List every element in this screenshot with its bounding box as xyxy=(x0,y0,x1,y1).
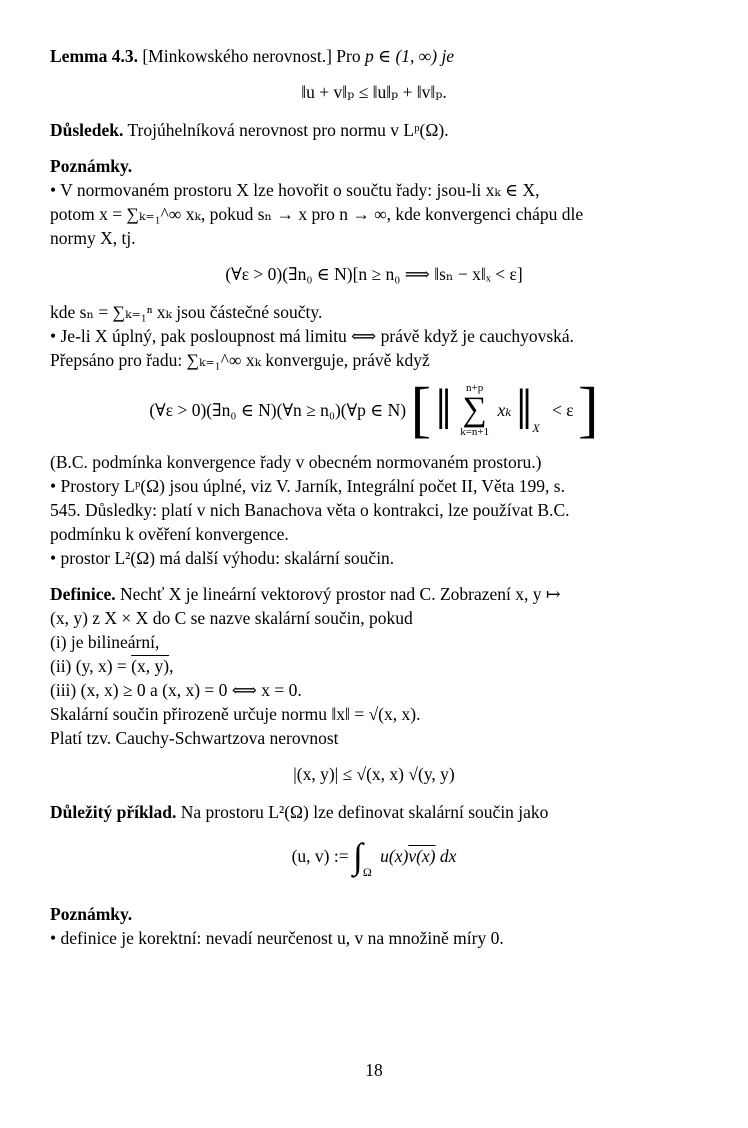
left-norm-bars: ‖ xyxy=(435,377,452,442)
integral-sub: Ω xyxy=(362,865,372,880)
right-bracket: ] xyxy=(578,376,599,444)
bc-formula xyxy=(50,376,698,444)
integral-sign: ∫ xyxy=(352,836,363,877)
poznamky-item2-line2: Přepsáno pro řadu: ∑ₖ₌₁^∞ xₖ konverguje, právě když xyxy=(50,350,430,370)
poznamky-item2-line1: • Je-li X úplný, pak posloupnost má limitu ⟺ právě když je cauchyovská. xyxy=(50,326,575,346)
lemma-line xyxy=(50,44,698,68)
poznamky-item2-after: (B.C. podmínka konvergence řady v obecném normovaném prostoru.) xyxy=(50,452,542,473)
bc-formula-left: (∀ε > 0)(∃n₀ ∈ N)(∀n ≥ n₀)(∀p ∈ N) xyxy=(149,400,407,420)
dusledek-text: Trojúhelníková nerovnost pro normu v Lᵖ(Ω). xyxy=(127,120,449,140)
poznamky-item3-line2: 545. Důsledky: platí v nich Banachova věta o kontrakci, lze používat B.C. xyxy=(50,500,570,521)
dusledek-heading: Důsledek. xyxy=(50,120,124,140)
definice-cs-intro: Platí tzv. Cauchy-Schwartzova nerovnost xyxy=(50,728,339,749)
definice-text1: Nechť X je lineární vektorový prostor nad C. Zobrazení x, y ↦ xyxy=(119,584,561,605)
sum-top: n+p xyxy=(466,382,484,394)
definice-ii-pre: (ii) (y, x) = xyxy=(50,656,127,677)
definice-ii-post: , xyxy=(169,656,174,677)
right-norm-bars: ‖ xyxy=(516,377,533,442)
poznamky-item1-after: kde sₙ = ∑ₖ₌₁ⁿ xₖ jsou částečné součty. xyxy=(50,302,323,322)
poznamky-item3-line1: • Prostory Lᵖ(Ω) jsou úplné, viz V. Jarník, Integrální počet II, Věta 199, s. xyxy=(50,476,565,497)
lemma-text: Pro xyxy=(336,46,361,66)
formula-left: (u, v) := xyxy=(291,846,349,867)
definice-ii xyxy=(50,654,698,678)
formula-dx: dx xyxy=(439,846,457,867)
dusledek-line xyxy=(50,118,698,142)
sum-term: xₖ xyxy=(497,400,512,420)
sum-bottom: k=n+1 xyxy=(460,426,490,438)
poznamky2-heading: Poznámky. xyxy=(50,904,133,925)
left-bracket: [ xyxy=(410,376,432,444)
lemma-formula: ‖u + v‖ₚ ≤ ‖u‖ₚ + ‖v‖ₚ. xyxy=(301,82,447,102)
priklad-heading: Důležitý příklad. xyxy=(50,802,177,823)
definice-ii-conj: (x, y) xyxy=(131,656,170,677)
cauchy-formula: (∀ε > 0)(∃n₀ ∈ N)[n ≥ n₀ ⟹ ‖sₙ − x‖ₓ < ε] xyxy=(225,264,523,284)
definice-i: (i) je bilineární, xyxy=(50,632,160,653)
lemma-cond: p ∈ (1, ∞) je xyxy=(364,46,455,66)
priklad-text: Na prostoru L²(Ω) lze definovat skalární součin jako xyxy=(180,802,549,823)
poznamky-heading: Poznámky. xyxy=(50,156,133,176)
formula-u: u(x) xyxy=(380,846,409,867)
poznamky-item1-line3: normy X, tj. xyxy=(50,228,136,248)
inner-product-formula xyxy=(50,838,698,884)
priklad-line xyxy=(50,800,698,824)
definice-line2: (x, y) z X × X do C se nazve skalární součin, pokud xyxy=(50,608,413,629)
sum-symbol xyxy=(460,382,489,438)
lemma-heading: Lemma 4.3. xyxy=(50,46,138,66)
bc-formula-right: < ε xyxy=(552,400,574,420)
norm-subscript: X xyxy=(532,421,540,436)
poznamky-item1-line1: • V normovaném prostoru X lze hovořit o součtu řady: jsou-li xₖ ∈ X, xyxy=(50,180,540,200)
sigma: ∑ xyxy=(462,391,487,428)
lemma-bracket: [Minkowského nerovnost.] xyxy=(142,46,332,66)
cs-formula: |(x, y)| ≤ √(x, x) √(y, y) xyxy=(293,764,455,785)
page-content xyxy=(50,44,698,950)
definice-iii: (iii) (x, x) ≥ 0 a (x, x) = 0 ⟺ x = 0. xyxy=(50,680,302,701)
poznamky2-item1: • definice je korektní: nevadí neurčenost u, v na množině míry 0. xyxy=(50,928,504,949)
poznamky-item1-line2: potom x = ∑ₖ₌₁^∞ xₖ, pokud sₙ → x pro n → ∞, kde konvergenci chápu dle xyxy=(50,204,584,224)
poznamky-item3-line3: podmínku k ověření konvergence. xyxy=(50,524,289,545)
formula-vbar: v(x) xyxy=(408,846,436,867)
poznamky-item4: • prostor L²(Ω) má další výhodu: skalární součin. xyxy=(50,548,395,569)
definice-heading: Definice. xyxy=(50,584,116,605)
definice-norm: Skalární součin přirozeně určuje normu ‖x‖ = √(x, x). xyxy=(50,704,421,725)
definice-line1 xyxy=(50,582,698,606)
page-number: 18 xyxy=(365,1060,383,1080)
